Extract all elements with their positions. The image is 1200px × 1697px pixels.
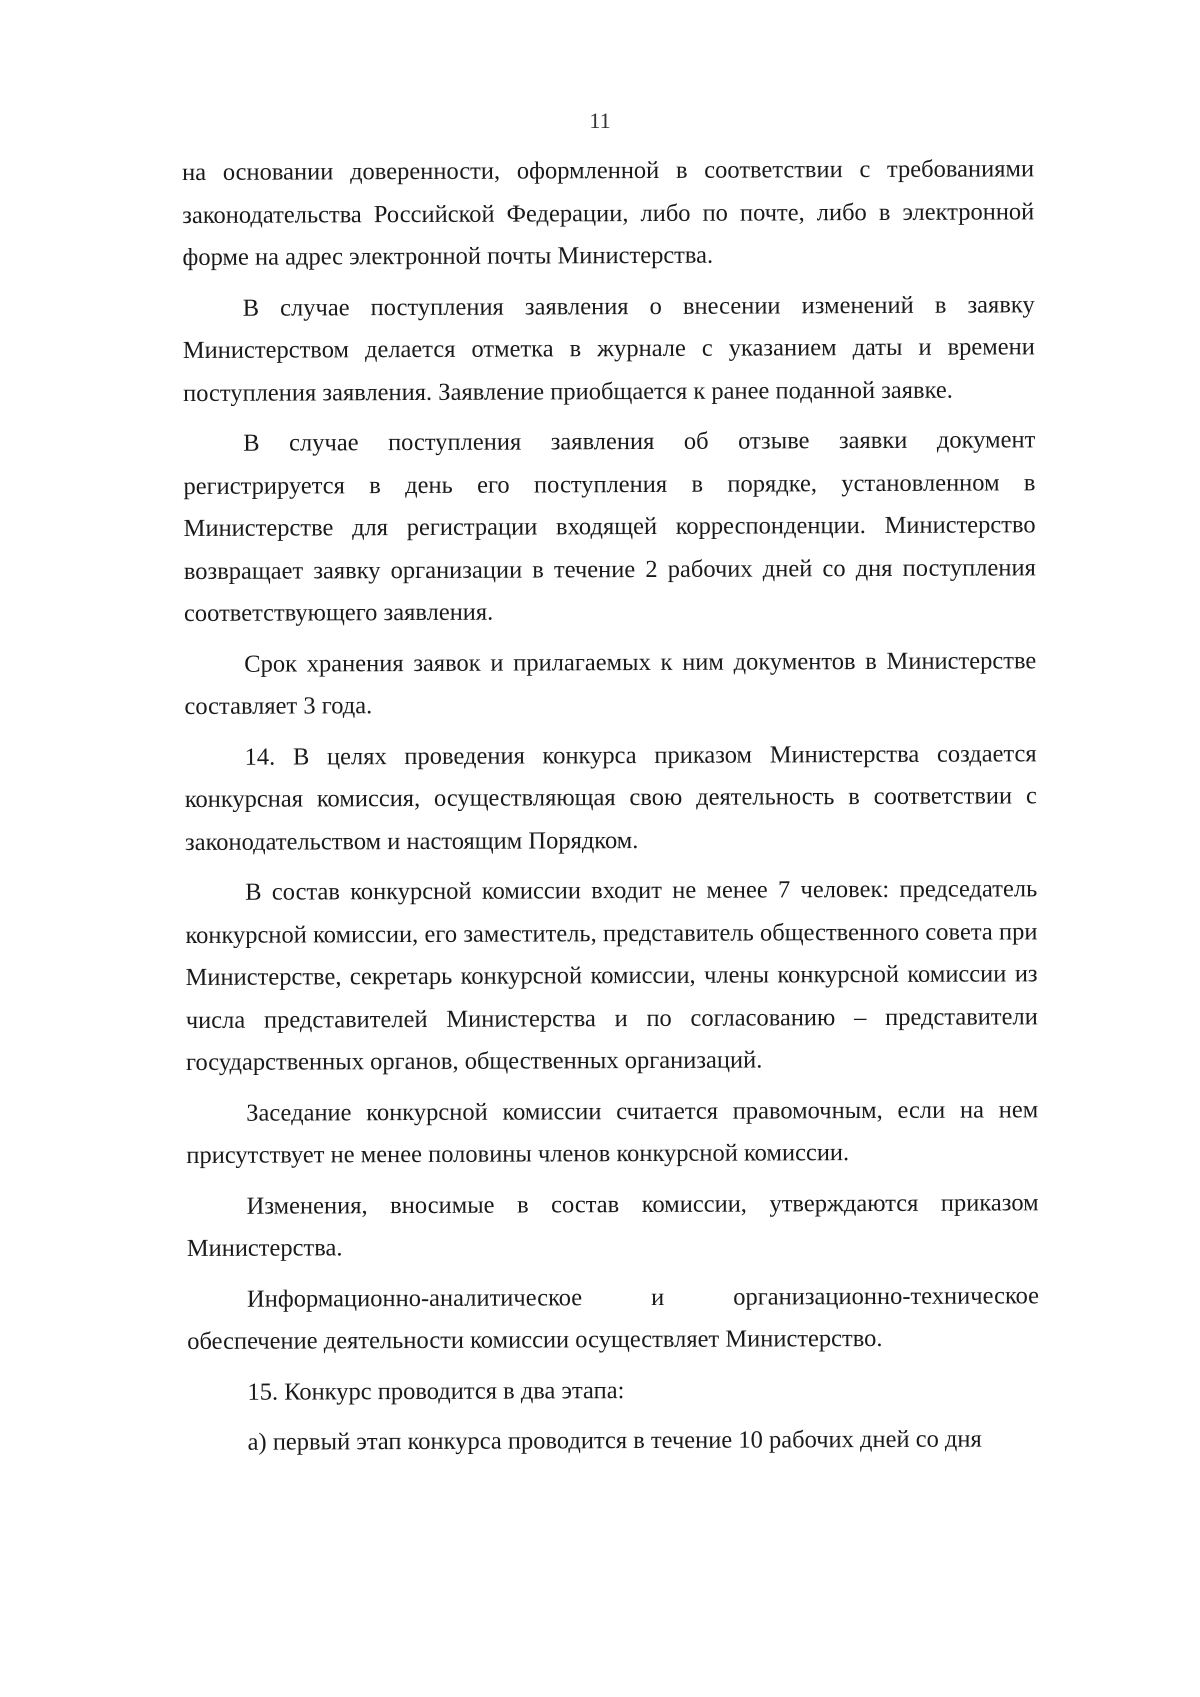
document-body — [182, 148, 1040, 1464]
paragraph-storage-period: Срок хранения заявок и прилагаемых к ним документов в Министерстве составляет 3 года. — [184, 646, 1037, 720]
page-number: 11 — [589, 108, 611, 133]
paragraph-clause-15: 15. Конкурс проводится в два этапа: — [247, 1376, 625, 1406]
paragraph-continuation: на основании доверенности, оформленной в соответствии с требованиями законодательства Российской Федерации, либо по почте, либо в электронной форме на адрес электронной почты Министерства. — [182, 155, 1035, 271]
paragraph-amendment-application: В случае поступления заявления о внесении изменений в заявку Министерством делается отметка в журнале с указанием даты и времени поступления заявления. Заявление приобщается к ранее поданной заявке. — [182, 290, 1035, 407]
paragraph-withdrawal-application: В случае поступления заявления об отзыве заявки документ регистрируется в день его поступления в порядке, установленном в Министерстве для регистрации входящей корреспонденции. Министерство возвращает заявку организации в течение 2 рабочих дней со дня поступления соответствующего заявления. — [183, 426, 1036, 627]
paragraph-commission-composition: В состав конкурсной комиссии входит не менее 7 человек: председатель конкурсной комиссии, его заместитель, представитель общественного совета при Министерстве, секретарь конкурсной комиссии, члены конкурсной комиссии из числа представителей Министерства и по согласованию – представители государственных органов, общественных организаций. — [185, 875, 1038, 1076]
paragraph-clause-14: 14. В целях проведения конкурса приказом Министерства создается конкурсная комиссия, осуществляющая свою деятельность в соответствии с законодательством и настоящим Порядком. — [184, 739, 1037, 856]
paragraph-composition-changes: Изменения, вносимые в состав комиссии, утверждаются приказом Министерства. — [186, 1188, 1039, 1262]
paragraph-support: Информационно-аналитическое и организационно-техническое обеспечение деятельности комиссии осуществляет Министерство. — [187, 1281, 1040, 1355]
paragraph-stage-one: а) первый этап конкурса проводится в течение 10 рабочих дней со дня — [247, 1425, 982, 1456]
paragraph-quorum: Заседание конкурсной комиссии считается правомочным, если на нем присутствует не менее половины членов конкурсной комиссии. — [186, 1095, 1039, 1169]
